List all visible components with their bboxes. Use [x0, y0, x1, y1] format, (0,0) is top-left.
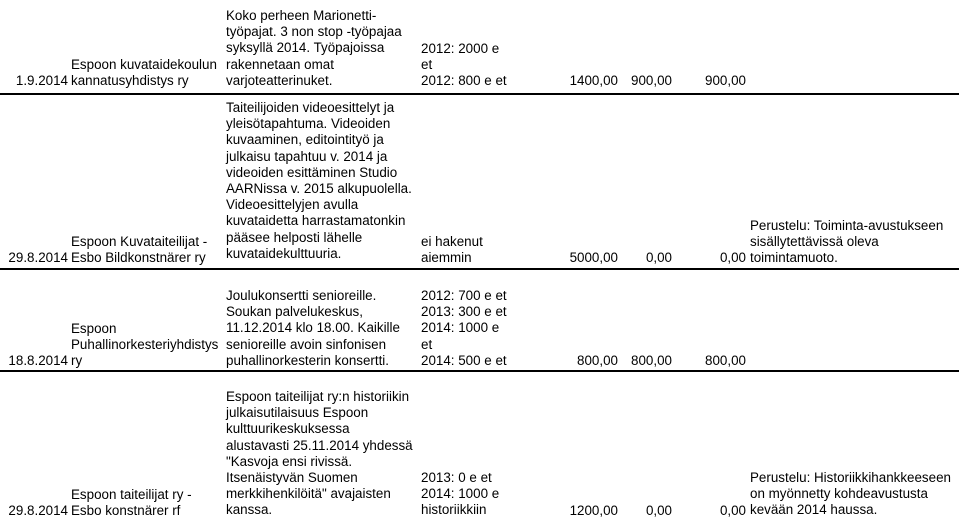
- description-cell: Joulukonsertti senioreille. Soukan palvelukeskus, 11.12.2014 klo 18.00. Kaikille senioreille avoin sinfonisen puhallinorkesterin konsertti.: [226, 288, 400, 368]
- applicant-cell: Espoon Kuvataiteilijat - Esbo Bildkonstnärer ry: [71, 234, 208, 266]
- date-cell: 1.9.2014: [15, 73, 68, 88]
- applicant-cell: Espoon Puhallinorkesteriyhdistys ry: [71, 321, 219, 369]
- applicant-cell: Espoon kuvataidekoulun kannatusyhdistys ry: [71, 57, 217, 89]
- previous-grants-cell: ei hakenut aiemmin: [421, 234, 483, 266]
- decision-amount: 800,00: [705, 353, 746, 368]
- date-cell: 18.8.2014: [8, 353, 68, 368]
- row-separator: [0, 268, 959, 270]
- date-cell: 29.8.2014: [8, 503, 68, 518]
- rationale-cell: Perustelu: Historiikkihankkeeseen on myönnetty kohdeavustusta kevään 2014 haussa.: [750, 470, 951, 518]
- description-cell: Koko perheen Marionetti- työpajat. 3 non stop -työpajaa syksyllä 2014. Työpajoissa rakennetaan omat varjoteatterinuket.: [226, 8, 402, 88]
- description-cell: Taiteilijoiden videoesittelyt ja yleisötapahtuma. Videoiden kuvaaminen, editointityö ja julkaisu tapahtuu v. 2014 ja videoiden esittäminen Studio AARNissa v. 2015 alkupuolella. Videoesittelyjen avulla kuvataidetta harrastamatonkin pääsee helposti lähelle kuvataidekulttuuria.: [226, 100, 412, 261]
- applied-amount: 5000,00: [569, 250, 618, 265]
- proposal-amount: 0,00: [645, 503, 672, 518]
- row-separator: [0, 370, 959, 372]
- date-cell: 29.8.2014: [8, 250, 68, 265]
- decision-amount: 0,00: [719, 250, 746, 265]
- proposal-amount: 900,00: [631, 73, 672, 88]
- applied-amount: 1200,00: [569, 503, 618, 518]
- applicant-cell: Espoon taiteilijat ry - Esbo konstnärer rf: [71, 487, 192, 519]
- description-cell: Espoon taiteilijat ry:n historiikin julkaisutilaisuus Espoon kulttuurikeskuksessa alustavasti 25.11.2014 yhdessä "Kasvoja ensi rivissä. Itsenäistyvän Suomen merkkihenkilöitä" avajaisten kanssa.: [226, 389, 413, 518]
- previous-grants-cell: 2012: 700 e et 2013: 300 e et 2014: 1000 e et 2014: 500 e et: [421, 288, 507, 368]
- proposal-amount: 800,00: [631, 353, 672, 368]
- applied-amount: 1400,00: [569, 73, 618, 88]
- proposal-amount: 0,00: [645, 250, 672, 265]
- applied-amount: 800,00: [577, 353, 618, 368]
- previous-grants-cell: 2012: 2000 e et 2012: 800 e et: [421, 41, 507, 89]
- row-separator: [0, 93, 959, 95]
- rationale-cell: Perustelu: Toiminta-avustukseen sisällytettävissä oleva toimintamuoto.: [750, 218, 944, 266]
- decision-amount: 900,00: [705, 73, 746, 88]
- decision-amount: 0,00: [719, 503, 746, 518]
- previous-grants-cell: 2013: 0 e et 2014: 1000 e historiikkiin: [421, 470, 500, 518]
